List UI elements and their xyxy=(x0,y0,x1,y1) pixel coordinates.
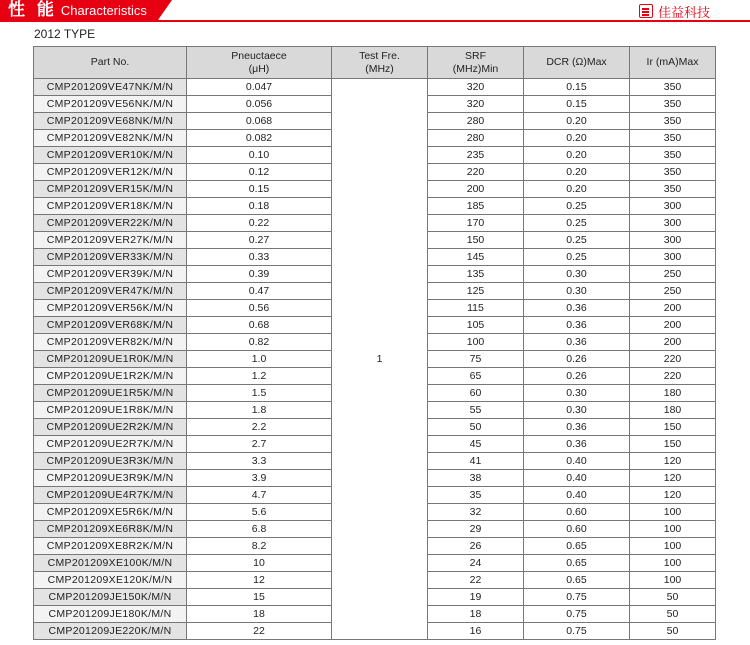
inductance-cell: 3.3 xyxy=(187,453,332,470)
header-line: (μH) xyxy=(248,62,270,75)
inductance-cell: 0.056 xyxy=(187,96,332,113)
part-no-cell: CMP201209UE4R7K/M/N xyxy=(34,487,187,504)
inductance-cell: 0.10 xyxy=(187,147,332,164)
inductance-cell: 0.47 xyxy=(187,283,332,300)
test-freq-cell: 1 xyxy=(332,79,428,640)
dcr-cell: 0.65 xyxy=(524,572,630,589)
srf-cell: 18 xyxy=(428,606,524,623)
dcr-cell: 0.60 xyxy=(524,521,630,538)
part-no-cell: CMP201209VER56K/M/N xyxy=(34,300,187,317)
ir-cell: 350 xyxy=(630,130,716,147)
e-plus-icon xyxy=(639,4,653,18)
inductance-cell: 15 xyxy=(187,589,332,606)
inductance-cell: 3.9 xyxy=(187,470,332,487)
dcr-cell: 0.26 xyxy=(524,368,630,385)
dcr-cell: 0.65 xyxy=(524,555,630,572)
part-no-cell: CMP201209VER12K/M/N xyxy=(34,164,187,181)
dcr-cell: 0.20 xyxy=(524,113,630,130)
inductance-cell: 0.15 xyxy=(187,181,332,198)
dcr-cell: 0.26 xyxy=(524,351,630,368)
srf-cell: 105 xyxy=(428,317,524,334)
dcr-cell: 0.25 xyxy=(524,232,630,249)
header-line: Pneuctaece xyxy=(231,49,287,62)
ir-cell: 120 xyxy=(630,470,716,487)
header-rule xyxy=(0,20,750,22)
dcr-cell: 0.25 xyxy=(524,215,630,232)
part-no-cell: CMP201209VE47NK/M/N xyxy=(34,79,187,96)
part-no-cell: CMP201209VE56NK/M/N xyxy=(34,96,187,113)
header-ir: Ir (mA)Max xyxy=(630,47,716,79)
ir-cell: 220 xyxy=(630,368,716,385)
inductance-cell: 8.2 xyxy=(187,538,332,555)
ir-cell: 350 xyxy=(630,181,716,198)
header-band-tip xyxy=(158,0,172,20)
dcr-cell: 0.75 xyxy=(524,606,630,623)
inductance-cell: 12 xyxy=(187,572,332,589)
dcr-cell: 0.36 xyxy=(524,436,630,453)
part-no-cell: CMP201209JE180K/M/N xyxy=(34,606,187,623)
part-no-cell: CMP201209VER82K/M/N xyxy=(34,334,187,351)
ir-cell: 250 xyxy=(630,283,716,300)
srf-cell: 150 xyxy=(428,232,524,249)
header-part-no: Part No. xyxy=(34,47,187,79)
part-no-cell: CMP201209VER27K/M/N xyxy=(34,232,187,249)
dcr-cell: 0.20 xyxy=(524,164,630,181)
table-row xyxy=(34,79,716,96)
section-title-cn: 性 能 xyxy=(8,0,57,20)
part-no-cell: CMP201209XE6R8K/M/N xyxy=(34,521,187,538)
srf-cell: 24 xyxy=(428,555,524,572)
dcr-cell: 0.60 xyxy=(524,504,630,521)
srf-cell: 280 xyxy=(428,113,524,130)
srf-cell: 38 xyxy=(428,470,524,487)
ir-cell: 200 xyxy=(630,300,716,317)
table-header-row xyxy=(34,47,716,79)
dcr-cell: 0.36 xyxy=(524,300,630,317)
dcr-cell: 0.36 xyxy=(524,317,630,334)
srf-cell: 320 xyxy=(428,96,524,113)
part-no-cell: CMP201209VER47K/M/N xyxy=(34,283,187,300)
dcr-cell: 0.25 xyxy=(524,249,630,266)
part-no-cell: CMP201209UE1R8K/M/N xyxy=(34,402,187,419)
srf-cell: 170 xyxy=(428,215,524,232)
section-title xyxy=(8,0,147,20)
part-no-cell: CMP201209VER39K/M/N xyxy=(34,266,187,283)
srf-cell: 65 xyxy=(428,368,524,385)
part-no-cell: CMP201209UE1R5K/M/N xyxy=(34,385,187,402)
inductance-cell: 0.22 xyxy=(187,215,332,232)
ir-cell: 150 xyxy=(630,436,716,453)
inductance-cell: 2.2 xyxy=(187,419,332,436)
inductance-cell: 0.27 xyxy=(187,232,332,249)
ir-cell: 300 xyxy=(630,249,716,266)
header-dcr: DCR (Ω)Max xyxy=(524,47,630,79)
dcr-cell: 0.40 xyxy=(524,487,630,504)
part-no-cell: CMP201209VE82NK/M/N xyxy=(34,130,187,147)
dcr-cell: 0.30 xyxy=(524,402,630,419)
dcr-cell: 0.36 xyxy=(524,334,630,351)
dcr-cell: 0.15 xyxy=(524,96,630,113)
ir-cell: 150 xyxy=(630,419,716,436)
srf-cell: 55 xyxy=(428,402,524,419)
ir-cell: 100 xyxy=(630,504,716,521)
ir-cell: 100 xyxy=(630,555,716,572)
dcr-cell: 0.75 xyxy=(524,589,630,606)
inductance-cell: 0.068 xyxy=(187,113,332,130)
inductance-cell: 0.33 xyxy=(187,249,332,266)
inductance-cell: 1.8 xyxy=(187,402,332,419)
part-no-cell: CMP201209UE1R0K/M/N xyxy=(34,351,187,368)
part-no-cell: CMP201209JE220K/M/N xyxy=(34,623,187,640)
spec-table xyxy=(33,46,716,640)
dcr-cell: 0.20 xyxy=(524,130,630,147)
srf-cell: 220 xyxy=(428,164,524,181)
ir-cell: 100 xyxy=(630,572,716,589)
ir-cell: 120 xyxy=(630,453,716,470)
ir-cell: 300 xyxy=(630,232,716,249)
dcr-cell: 0.20 xyxy=(524,181,630,198)
srf-cell: 32 xyxy=(428,504,524,521)
srf-cell: 19 xyxy=(428,589,524,606)
ir-cell: 350 xyxy=(630,96,716,113)
brand-name: 佳益科技 xyxy=(657,5,710,21)
dcr-cell: 0.30 xyxy=(524,385,630,402)
inductance-cell: 1.0 xyxy=(187,351,332,368)
srf-cell: 235 xyxy=(428,147,524,164)
ir-cell: 200 xyxy=(630,317,716,334)
inductance-cell: 10 xyxy=(187,555,332,572)
srf-cell: 45 xyxy=(428,436,524,453)
srf-cell: 41 xyxy=(428,453,524,470)
header-srf xyxy=(428,47,524,79)
part-no-cell: CMP201209VER15K/M/N xyxy=(34,181,187,198)
inductance-cell: 0.82 xyxy=(187,334,332,351)
dcr-cell: 0.25 xyxy=(524,198,630,215)
part-no-cell: CMP201209UE2R7K/M/N xyxy=(34,436,187,453)
part-no-cell: CMP201209XE120K/M/N xyxy=(34,572,187,589)
part-no-cell: CMP201209VER10K/M/N xyxy=(34,147,187,164)
type-label: 2012 TYPE xyxy=(34,27,96,41)
inductance-cell: 0.18 xyxy=(187,198,332,215)
part-no-cell: CMP201209VER33K/M/N xyxy=(34,249,187,266)
inductance-cell: 22 xyxy=(187,623,332,640)
dcr-cell: 0.20 xyxy=(524,147,630,164)
header-inductance xyxy=(187,47,332,79)
srf-cell: 50 xyxy=(428,419,524,436)
srf-cell: 200 xyxy=(428,181,524,198)
srf-cell: 185 xyxy=(428,198,524,215)
inductance-cell: 0.047 xyxy=(187,79,332,96)
ir-cell: 350 xyxy=(630,147,716,164)
header-line: Test Fre. xyxy=(359,49,400,62)
part-no-cell: CMP201209VER22K/M/N xyxy=(34,215,187,232)
ir-cell: 180 xyxy=(630,385,716,402)
ir-cell: 350 xyxy=(630,113,716,130)
part-no-cell: CMP201209UE3R3K/M/N xyxy=(34,453,187,470)
ir-cell: 300 xyxy=(630,198,716,215)
section-header xyxy=(0,0,750,26)
part-no-cell: CMP201209JE150K/M/N xyxy=(34,589,187,606)
srf-cell: 75 xyxy=(428,351,524,368)
ir-cell: 350 xyxy=(630,79,716,96)
srf-cell: 16 xyxy=(428,623,524,640)
srf-cell: 26 xyxy=(428,538,524,555)
dcr-cell: 0.65 xyxy=(524,538,630,555)
srf-cell: 115 xyxy=(428,300,524,317)
ir-cell: 100 xyxy=(630,538,716,555)
srf-cell: 60 xyxy=(428,385,524,402)
srf-cell: 22 xyxy=(428,572,524,589)
inductance-cell: 6.8 xyxy=(187,521,332,538)
ir-cell: 200 xyxy=(630,334,716,351)
part-no-cell: CMP201209XE100K/M/N xyxy=(34,555,187,572)
inductance-cell: 1.5 xyxy=(187,385,332,402)
ir-cell: 50 xyxy=(630,606,716,623)
inductance-cell: 0.12 xyxy=(187,164,332,181)
inductance-cell: 5.6 xyxy=(187,504,332,521)
part-no-cell: CMP201209VE68NK/M/N xyxy=(34,113,187,130)
dcr-cell: 0.15 xyxy=(524,79,630,96)
dcr-cell: 0.40 xyxy=(524,470,630,487)
brand-logo xyxy=(639,2,710,20)
inductance-cell: 0.56 xyxy=(187,300,332,317)
section-title-en: Characteristics xyxy=(60,3,147,18)
srf-cell: 125 xyxy=(428,283,524,300)
dcr-cell: 0.30 xyxy=(524,283,630,300)
srf-cell: 280 xyxy=(428,130,524,147)
srf-cell: 29 xyxy=(428,521,524,538)
ir-cell: 100 xyxy=(630,521,716,538)
part-no-cell: CMP201209XE5R6K/M/N xyxy=(34,504,187,521)
part-no-cell: CMP201209UE3R9K/M/N xyxy=(34,470,187,487)
part-no-cell: CMP201209VER18K/M/N xyxy=(34,198,187,215)
ir-cell: 250 xyxy=(630,266,716,283)
header-line: (MHz)Min xyxy=(452,62,499,75)
part-no-cell: CMP201209UE1R2K/M/N xyxy=(34,368,187,385)
inductance-cell: 0.39 xyxy=(187,266,332,283)
header-line: SRF xyxy=(465,49,486,62)
dcr-cell: 0.75 xyxy=(524,623,630,640)
part-no-cell: CMP201209XE8R2K/M/N xyxy=(34,538,187,555)
ir-cell: 120 xyxy=(630,487,716,504)
ir-cell: 350 xyxy=(630,164,716,181)
ir-cell: 50 xyxy=(630,589,716,606)
dcr-cell: 0.36 xyxy=(524,419,630,436)
inductance-cell: 0.68 xyxy=(187,317,332,334)
ir-cell: 300 xyxy=(630,215,716,232)
inductance-cell: 2.7 xyxy=(187,436,332,453)
part-no-cell: CMP201209UE2R2K/M/N xyxy=(34,419,187,436)
part-no-cell: CMP201209VER68K/M/N xyxy=(34,317,187,334)
dcr-cell: 0.40 xyxy=(524,453,630,470)
inductance-cell: 18 xyxy=(187,606,332,623)
inductance-cell: 1.2 xyxy=(187,368,332,385)
header-test-freq xyxy=(332,47,428,79)
inductance-cell: 0.082 xyxy=(187,130,332,147)
inductance-cell: 4.7 xyxy=(187,487,332,504)
srf-cell: 145 xyxy=(428,249,524,266)
dcr-cell: 0.30 xyxy=(524,266,630,283)
ir-cell: 180 xyxy=(630,402,716,419)
srf-cell: 320 xyxy=(428,79,524,96)
ir-cell: 220 xyxy=(630,351,716,368)
srf-cell: 35 xyxy=(428,487,524,504)
header-line: (MHz) xyxy=(365,62,394,75)
ir-cell: 50 xyxy=(630,623,716,640)
srf-cell: 135 xyxy=(428,266,524,283)
srf-cell: 100 xyxy=(428,334,524,351)
